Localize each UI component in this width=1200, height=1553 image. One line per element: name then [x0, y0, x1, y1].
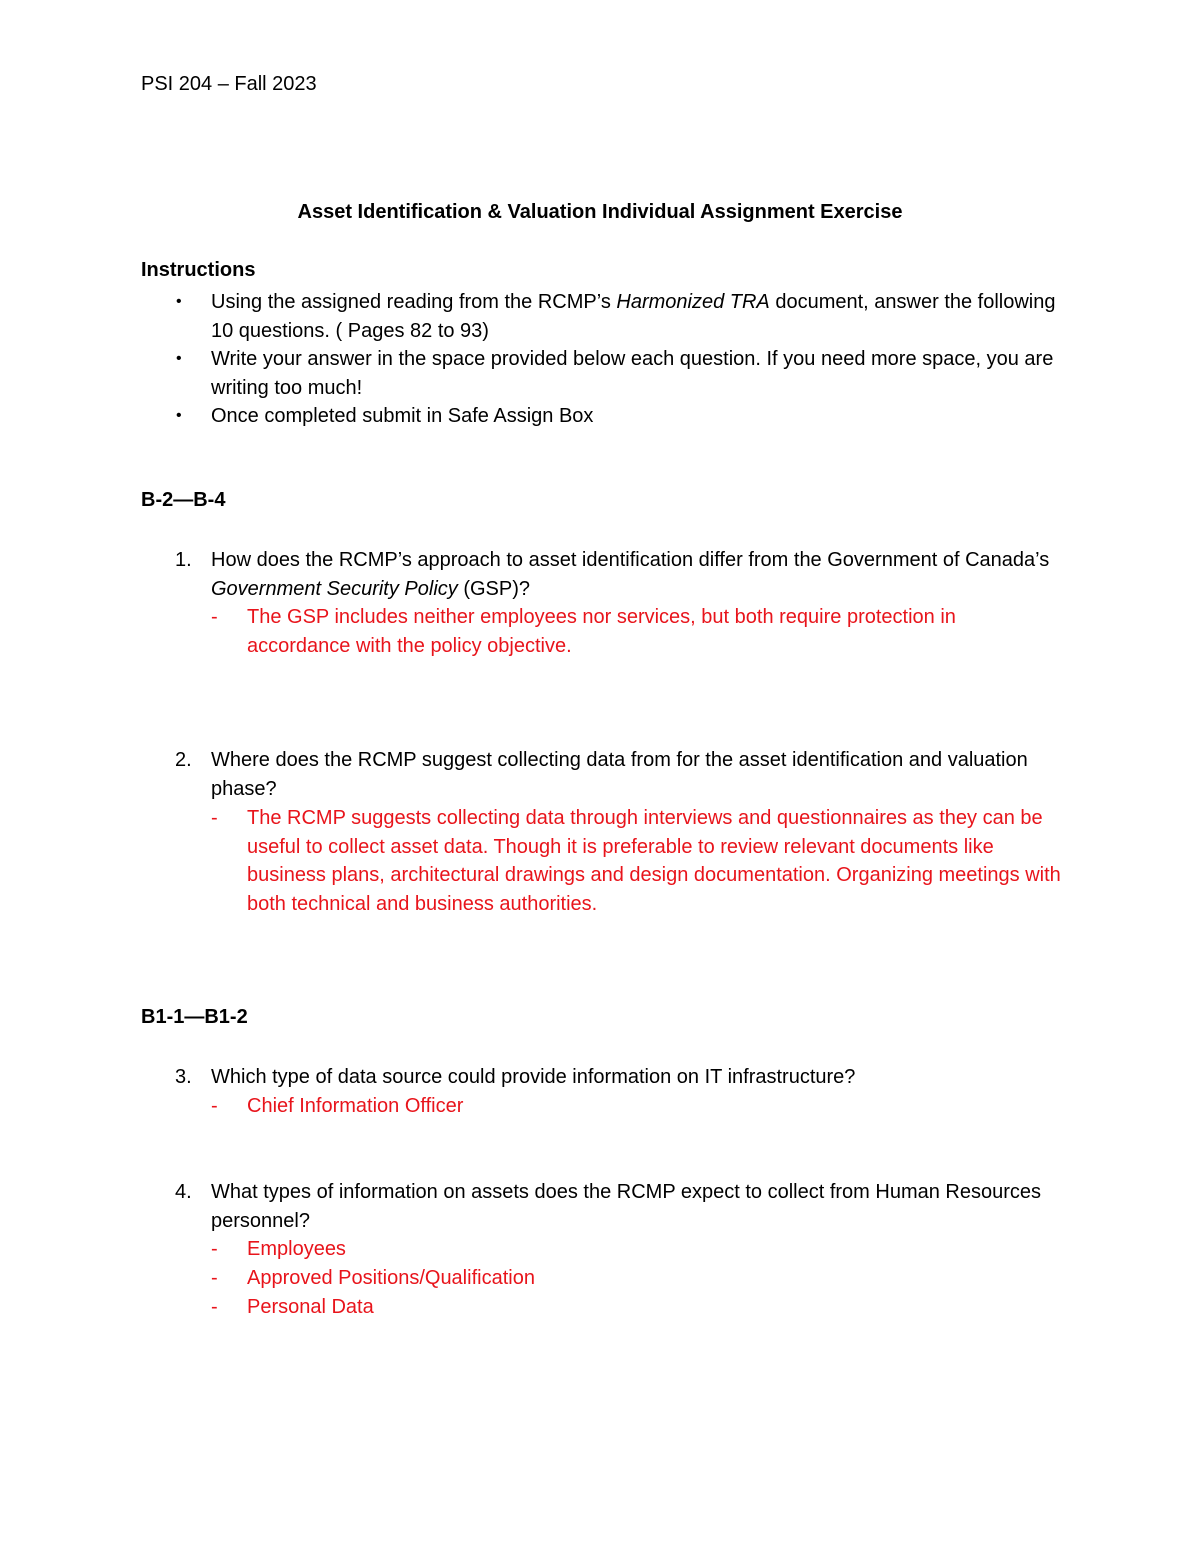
section-heading: B-2—B-4 [141, 489, 226, 511]
question-number: 4. [175, 1181, 192, 1203]
question-text: Which type of data source could provide information on IT infrastructure? [211, 1066, 856, 1088]
answer-text: Approved Positions/Qualification [247, 1267, 535, 1289]
question-number: 3. [175, 1066, 192, 1088]
dash-icon: - [211, 1238, 218, 1260]
instructions-heading: Instructions [141, 259, 256, 281]
dash-icon: - [211, 606, 218, 628]
section-heading: B1-1—B1-2 [141, 1006, 248, 1028]
instruction-text: Write your answer in the space provided below each question. If you need more space, you are writing too much! [211, 348, 1054, 399]
question-text: Where does the RCMP suggest collecting data from for the asset identification and valuation phase? [211, 749, 1028, 800]
bullet-icon: • [176, 293, 182, 310]
answer-text: Personal Data [247, 1296, 374, 1318]
question-number: 1. [175, 549, 192, 571]
question-number: 2. [175, 749, 192, 771]
document-title: Asset Identification & Valuation Individual Assignment Exercise [297, 201, 903, 223]
instruction-text: Once completed submit in Safe Assign Box [211, 405, 594, 427]
answer-text: The RCMP suggests collecting data through interviews and questionnaires as they can be useful to collect asset data. Though it is preferable to review relevant documents like business plans, architectural drawings and design documentation. Organizing meetings with both technical and business authorities. [247, 807, 1061, 916]
bullet-icon: • [176, 407, 182, 424]
question-text: What types of information on assets does the RCMP expect to collect from Human Resources personnel? [211, 1181, 1041, 1232]
question-text: How does the RCMP’s approach to asset identification differ from the Government of Canada’s Government Security Policy (GSP)? [211, 549, 1050, 600]
answer-text: The GSP includes neither employees nor services, but both require protection in accordance with the policy objective. [247, 606, 956, 657]
instruction-text: Using the assigned reading from the RCMP’s Harmonized TRA document, answer the following 10 questions. ( Pages 82 to 93) [211, 291, 1056, 342]
dash-icon: - [211, 1267, 218, 1289]
course-header: PSI 204 – Fall 2023 [141, 73, 317, 95]
document-name: Harmonized TRA [616, 291, 770, 313]
bullet-icon: • [176, 350, 182, 367]
dash-icon: - [211, 1296, 218, 1318]
policy-name: Government Security Policy [211, 577, 458, 600]
dash-icon: - [211, 1095, 218, 1117]
answer-text: Employees [247, 1238, 346, 1260]
answer-text: Chief Information Officer [247, 1095, 464, 1117]
dash-icon: - [211, 807, 218, 829]
